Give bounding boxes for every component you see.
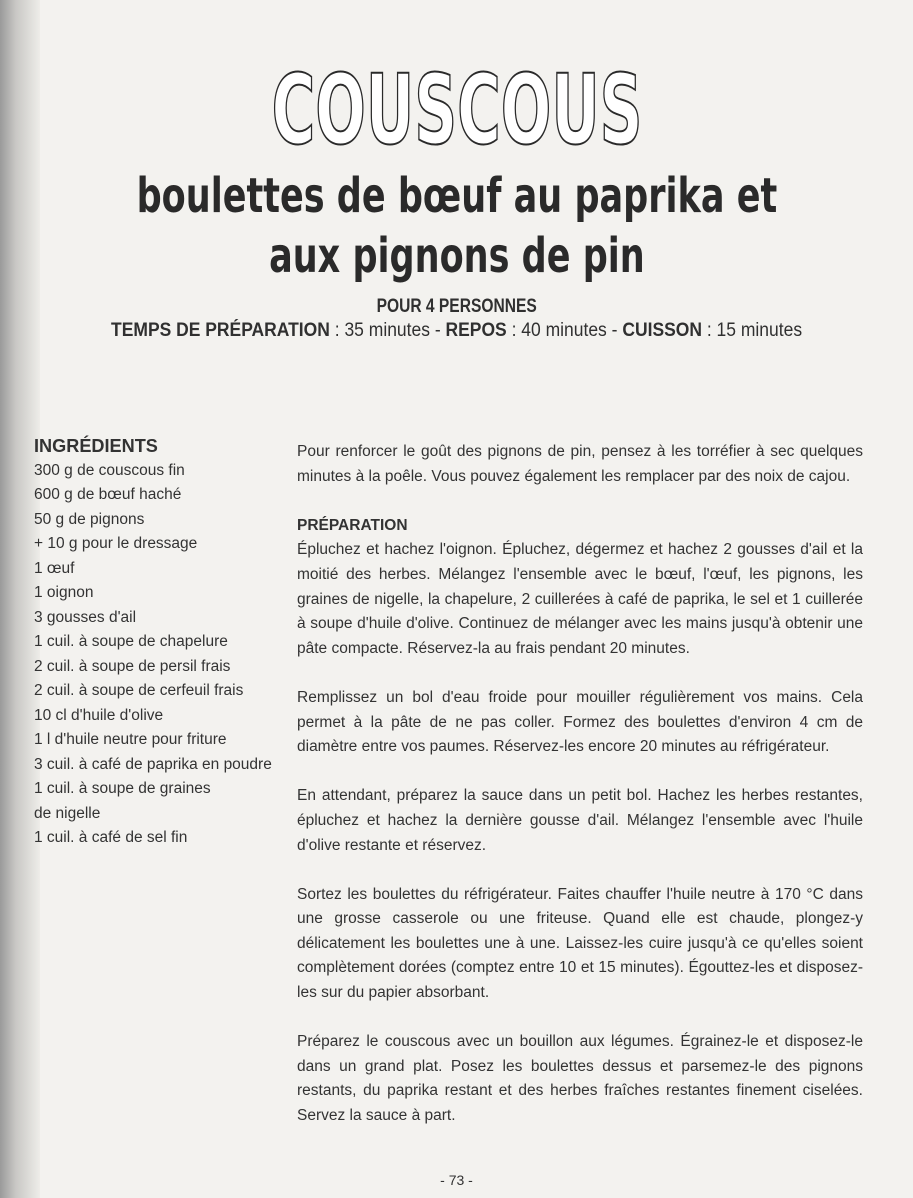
cook-value: : 15 minutes bbox=[701, 320, 803, 341]
ingredients-section bbox=[34, 434, 284, 851]
ingredient-item: 1 cuil. à soupe de chapelure bbox=[34, 633, 228, 650]
ingredient-item: 1 oignon bbox=[34, 584, 94, 601]
preparation-step: Sortez les boulettes du réfrigérateur. Faites chauffer l'huile neutre à 170 °C dans une grosse casserole ou une friteuse. Quand elle est chaude, plongez-y délicatement les boulettes une à une. Laissez-les cuire jusqu'à ce qu'elles soient complètement dorées (comptez entre 10 et 15 minutes). Égouttez-les et disposez-les sur du papier absorbant. bbox=[297, 885, 863, 1002]
servings: POUR 4 PERSONNES bbox=[376, 296, 537, 317]
prep-label: TEMPS DE PRÉPARATION bbox=[110, 320, 330, 341]
ingredients-title: INGRÉDIENTS bbox=[34, 436, 158, 456]
recipe-subtitle: boulettes de bœuf au paprika et aux pignons de pin bbox=[136, 168, 778, 284]
rest-label: REPOS bbox=[445, 320, 507, 341]
ingredient-item: 2 cuil. à soupe de cerfeuil frais bbox=[34, 682, 244, 699]
ingredient-item: 600 g de bœuf haché bbox=[34, 486, 182, 503]
ingredient-item: 1 cuil. à café de sel fin bbox=[34, 829, 188, 846]
ingredient-item: + 10 g pour le dressage bbox=[34, 535, 198, 552]
ingredients-list bbox=[34, 459, 284, 851]
ingredient-item: 2 cuil. à soupe de persil frais bbox=[34, 657, 231, 675]
preparation-title: PRÉPARATION bbox=[297, 516, 408, 534]
ingredient-item: 3 cuil. à café de paprika en poudre bbox=[34, 755, 272, 773]
recipe-title: COUSCOUS bbox=[271, 54, 643, 166]
rest-value: : 40 minutes - bbox=[506, 320, 623, 341]
cook-label: CUISSON bbox=[622, 320, 702, 341]
ingredient-item: 3 gousses d'ail bbox=[34, 608, 137, 626]
method-column bbox=[297, 440, 863, 1153]
ingredient-item: de nigelle bbox=[34, 804, 101, 822]
preparation-step: Épluchez et hachez l'oignon. Épluchez, dégermez et hachez 2 gousses d'ail et la moitié des herbes. Mélangez l'ensemble avec le bœuf, l'œuf, les pignons, les graines de nigelle, la chapelure, 2 cuillerées à café de paprika, le sel et 1 cuillerée à soupe d'huile d'olive. Continuez de mélanger avec les mains jusqu'à obtenir une pâte compacte. Réservez-la au frais pendant 20 minutes. bbox=[297, 541, 863, 657]
prep-value: : 35 minutes - bbox=[329, 320, 446, 341]
preparation-step: Remplissez un bol d'eau froide pour mouiller régulièrement vos mains. Cela permet à la pâte de ne pas coller. Formez des boulettes d'environ 4 cm de diamètre entre vos paumes. Réservez-les encore 20 minutes au réfrigérateur. bbox=[297, 688, 863, 756]
ingredient-item: 10 cl d'huile d'olive bbox=[34, 706, 164, 724]
intro-tip: Pour renforcer le goût des pignons de pin, pensez à les torréfier à sec quelques minutes à la poêle. Vous pouvez également les remplacer par des noix de cajou. bbox=[297, 443, 863, 485]
ingredient-item: 300 g de couscous fin bbox=[34, 461, 185, 479]
preparation-step: En attendant, préparez la sauce dans un petit bol. Hachez les herbes restantes, épluchez et hachez la dernière gousse d'ail. Mélangez l'ensemble avec l'huile d'olive restante et réservez. bbox=[297, 787, 863, 854]
ingredient-item: 1 cuil. à soupe de graines bbox=[34, 780, 211, 797]
timing-line bbox=[0, 320, 913, 342]
page-number: - 73 - bbox=[440, 1172, 473, 1188]
preparation-step: Préparez le couscous avec un bouillon aux légumes. Égrainez-le et disposez-le dans un grand plat. Posez les boulettes dessus et parsemez-le des pignons restants, du paprika restant et des herbes fraîches restantes finement ciselées. Servez la sauce à part. bbox=[297, 1033, 863, 1125]
ingredient-item: 50 g de pignons bbox=[34, 510, 145, 528]
ingredient-item: 1 l d'huile neutre pour friture bbox=[34, 731, 227, 748]
ingredient-item: 1 œuf bbox=[34, 559, 75, 577]
